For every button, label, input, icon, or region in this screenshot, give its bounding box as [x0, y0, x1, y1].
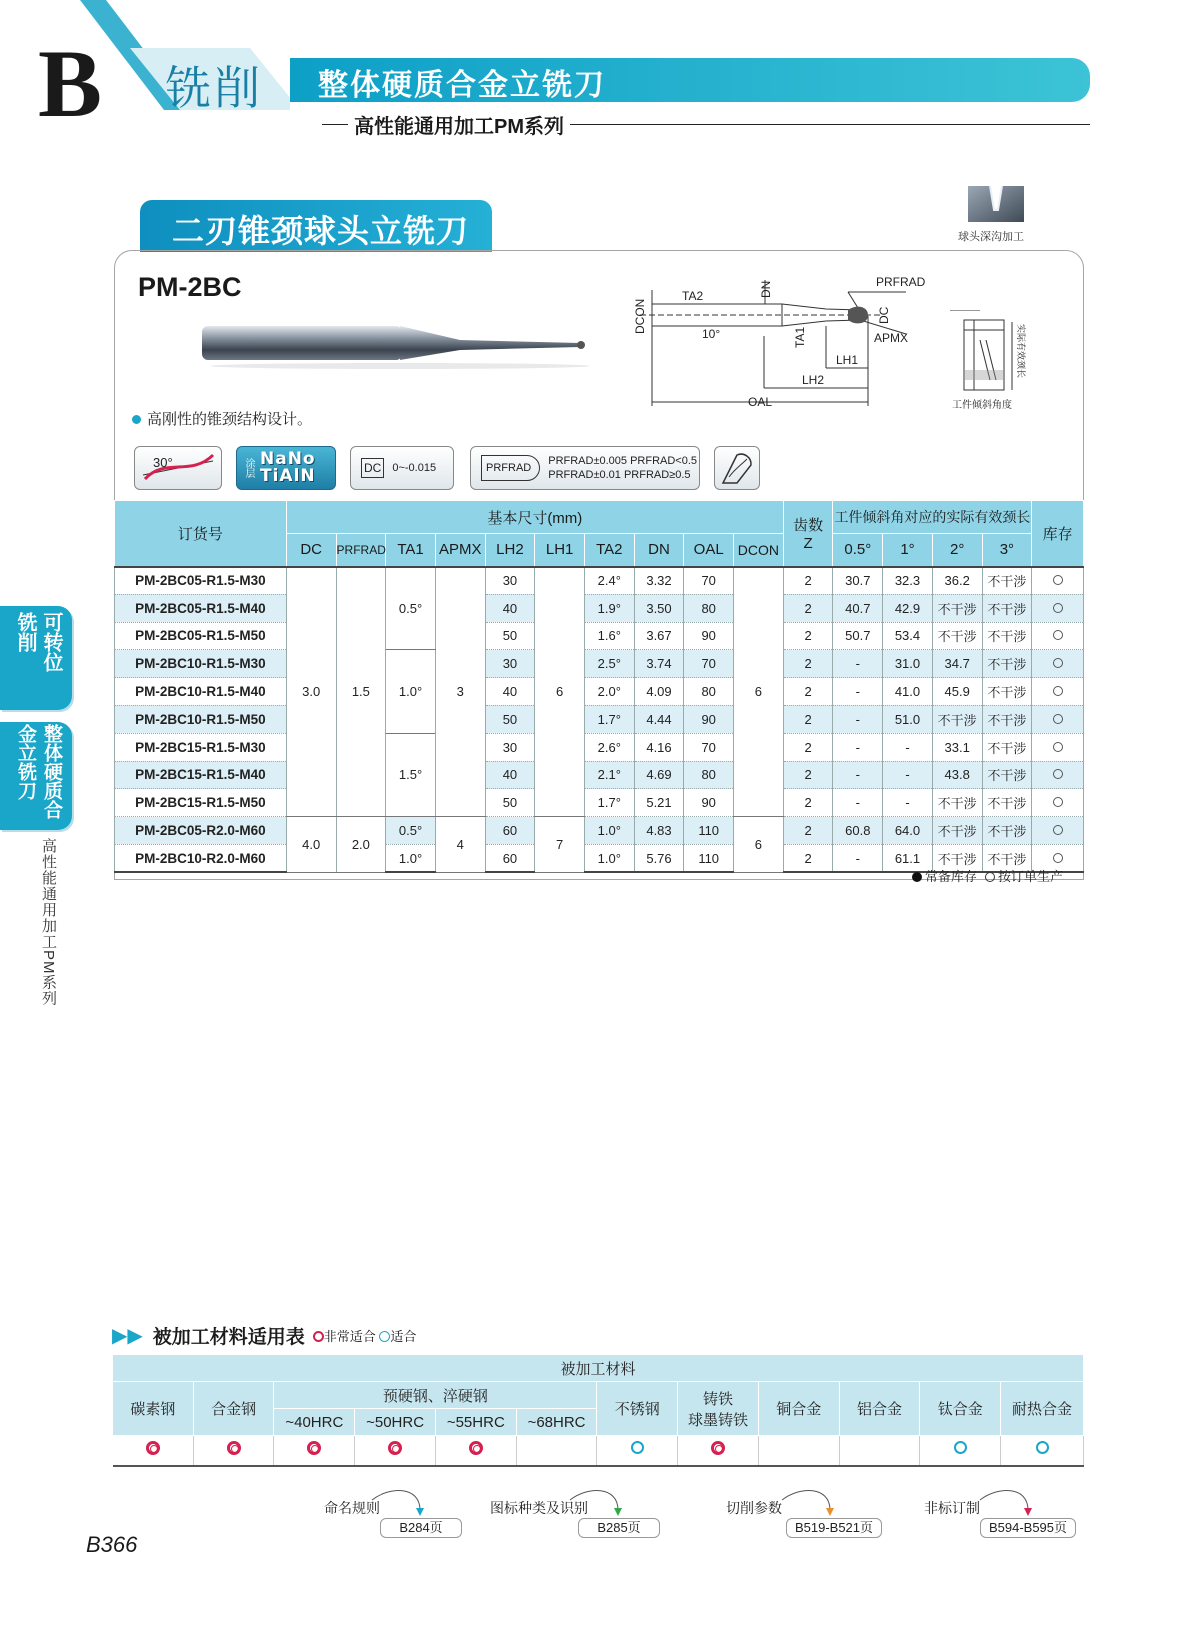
side-tab-solid-carbide-endmill[interactable] [0, 722, 72, 830]
schema-label-dcon: DCON [633, 298, 647, 334]
legend-very-label: 非常适合 [323, 1329, 376, 1344]
cell-neck-05: - [833, 761, 883, 789]
cell-neck-05: - [833, 844, 883, 872]
order-code: PM-2BC05-R2.0-M60 [115, 817, 287, 845]
cell-oal: 110 [684, 844, 734, 872]
schema-label-ta1: TA1 [793, 326, 807, 348]
made-to-order-icon [1053, 575, 1063, 585]
cell-dn: 4.16 [634, 733, 684, 761]
cell-neck-3: 不干涉 [982, 622, 1032, 650]
cell-z: 2 [783, 567, 833, 595]
cell-neck-2: 43.8 [932, 761, 982, 789]
stock-open-icon [985, 872, 995, 882]
ref-custom-page-link[interactable]: B594-B595页 [980, 1518, 1076, 1538]
cell-ta2: 2.6° [584, 733, 634, 761]
table-row [115, 733, 1084, 761]
col-lh2: LH2 [485, 534, 535, 567]
order-code: PM-2BC15-R1.5-M40 [115, 761, 287, 789]
cell-stock [1032, 789, 1084, 817]
cell-neck-2: 33.1 [932, 733, 982, 761]
model-number: PM-2BC [138, 272, 242, 302]
cell-ta2: 1.0° [584, 817, 634, 845]
cell-neck-3: 不干涉 [982, 705, 1032, 733]
suitable-icon [954, 1441, 967, 1454]
col-ta1: TA1 [386, 534, 436, 567]
cell-dn: 3.74 [634, 650, 684, 678]
cell-neck-05: - [833, 705, 883, 733]
col-prfrad: PRFRAD [336, 534, 386, 567]
helix-angle-text: 30° [153, 455, 173, 470]
mat-hrc40: ~40HRC [274, 1409, 355, 1436]
stock-filled-icon [912, 872, 922, 882]
cell-apmx: 3 [435, 567, 485, 817]
material-title: 被加工材料适用表 [152, 1327, 305, 1348]
cell-dcon: 6 [734, 817, 784, 873]
table-row [115, 761, 1084, 789]
mat-heat-resistant: 耐热合金 [1001, 1382, 1084, 1436]
material-rating-cell [1001, 1436, 1084, 1466]
ref-icons-page-link[interactable]: B285页 [578, 1518, 660, 1538]
cell-ta1: 0.5° [386, 817, 436, 845]
made-to-order-icon [1053, 714, 1063, 724]
section-letter: B [38, 30, 103, 137]
cell-neck-2: 不干涉 [932, 705, 982, 733]
cell-oal: 80 [684, 678, 734, 706]
material-rating-cell [678, 1436, 759, 1466]
suitable-icon [631, 1441, 644, 1454]
page-subtitle: 高性能通用加工PM系列 [348, 110, 570, 139]
col-dc: DC [286, 534, 336, 567]
material-rating-cell [839, 1436, 920, 1466]
cell-ta2: 2.5° [584, 650, 634, 678]
col-ta2: TA2 [584, 534, 634, 567]
material-group-header: 被加工材料 [113, 1355, 1084, 1382]
side-tab-label: 金立铣刀 [15, 724, 36, 800]
coating-line1: NaNo [260, 449, 316, 469]
schema-label-ten-degree: 10° [702, 327, 721, 341]
schema-label-lh2: LH2 [802, 373, 825, 387]
cell-z: 2 [783, 789, 833, 817]
cell-dn: 5.21 [634, 789, 684, 817]
cell-dc: 3.0 [286, 567, 336, 817]
page-title: 整体硬质合金立铣刀 [318, 69, 606, 102]
col-stock: 库存 [1032, 501, 1084, 567]
suitable-icon [379, 1331, 390, 1342]
dc-tolerance-badge [350, 446, 454, 490]
ref-naming-label: 命名规则 [324, 1500, 380, 1516]
cell-neck-05: 40.7 [833, 594, 883, 622]
cell-neck-2: 不干涉 [932, 817, 982, 845]
cell-dcon: 6 [734, 567, 784, 817]
coating-tiny-label: 涂层 [243, 458, 254, 478]
cell-neck-3: 不干涉 [982, 594, 1032, 622]
cell-ta2: 1.6° [584, 622, 634, 650]
col-teeth-label: 齿数 [793, 517, 824, 535]
mat-hrc50: ~50HRC [355, 1409, 436, 1436]
suitable-icon [1036, 1441, 1049, 1454]
cell-dn: 4.09 [634, 678, 684, 706]
cell-neck-1: 41.0 [883, 678, 933, 706]
ball-nose-badge [714, 446, 760, 490]
cell-neck-2: 不干涉 [932, 844, 982, 872]
col-dn: DN [634, 534, 684, 567]
cell-neck-2: 不干涉 [932, 622, 982, 650]
cell-oal: 70 [684, 733, 734, 761]
mat-carbon-steel: 碳素钢 [113, 1382, 194, 1436]
mat-cast-line1: 铸铁 [703, 1390, 734, 1408]
cell-z: 2 [783, 817, 833, 845]
cell-stock [1032, 733, 1084, 761]
col-effective-neck: 工件倾斜角对应的实际有效颈长 [833, 501, 1032, 534]
coating-badge [236, 446, 336, 490]
category-title: 铣削 [165, 62, 263, 114]
cell-z: 2 [783, 705, 833, 733]
side-tab-label: 铣削 [14, 612, 36, 652]
cell-z: 2 [783, 650, 833, 678]
cell-neck-1: 31.0 [883, 650, 933, 678]
made-to-order-icon [1053, 742, 1063, 752]
cell-lh2: 60 [485, 817, 535, 845]
ref-custom-label: 非标订制 [924, 1500, 980, 1516]
cell-stock [1032, 594, 1084, 622]
very-suitable-icon [227, 1441, 241, 1455]
very-suitable-icon [469, 1441, 483, 1455]
order-code: PM-2BC10-R2.0-M60 [115, 844, 287, 872]
very-suitable-icon [146, 1441, 160, 1455]
cell-oal: 90 [684, 622, 734, 650]
side-tab-label: 可转位 [40, 612, 62, 672]
table-row [115, 622, 1084, 650]
ball-nose-icon [715, 447, 759, 489]
mat-alloy-steel: 合金钢 [193, 1382, 274, 1436]
stock-legend [912, 866, 1063, 885]
cell-stock [1032, 678, 1084, 706]
cell-oal: 70 [684, 650, 734, 678]
material-rating-cell [355, 1436, 436, 1466]
bullet-icon [132, 415, 141, 424]
cell-neck-2: 不干涉 [932, 789, 982, 817]
order-code: PM-2BC15-R1.5-M50 [115, 789, 287, 817]
prfrad-icon: PRFRAD [481, 455, 540, 481]
col-angle-1: 1° [883, 534, 933, 567]
cell-dn: 3.32 [634, 567, 684, 595]
order-code: PM-2BC05-R1.5-M40 [115, 594, 287, 622]
material-table [112, 1354, 1084, 1467]
feature-label: 高刚性的锥颈结构设计。 [147, 411, 313, 428]
order-code: PM-2BC05-R1.5-M50 [115, 622, 287, 650]
col-teeth-z: Z [803, 535, 813, 553]
arc-arrow-icon [978, 1486, 1038, 1520]
very-suitable-icon [313, 1331, 324, 1342]
cell-stock [1032, 761, 1084, 789]
cell-lh2: 40 [485, 761, 535, 789]
cell-neck-3: 不干涉 [982, 817, 1032, 845]
cell-prfrad: 1.5 [336, 567, 386, 817]
table-row [115, 678, 1084, 706]
page-number: B366 [86, 1532, 138, 1557]
made-to-order-icon [1053, 686, 1063, 696]
schema-label-dc: DC [877, 306, 891, 324]
cell-neck-1: 51.0 [883, 705, 933, 733]
cell-neck-05: - [833, 733, 883, 761]
side-tab-label: 整体硬质合 [41, 724, 62, 819]
spec-table [114, 500, 1084, 873]
table-row [115, 789, 1084, 817]
mat-copper: 铜合金 [758, 1382, 839, 1436]
double-arrow-icon: ▶▶ [112, 1325, 143, 1347]
col-angle-05: 0.5° [833, 534, 883, 567]
made-to-order-icon [1053, 825, 1063, 835]
cell-stock [1032, 817, 1084, 845]
made-to-order-icon [1053, 658, 1063, 668]
dimension-schematic [630, 276, 930, 426]
cell-ta2: 1.7° [584, 705, 634, 733]
table-row [115, 705, 1084, 733]
cell-neck-3: 不干涉 [982, 789, 1032, 817]
cell-neck-1: 64.0 [883, 817, 933, 845]
cell-neck-2: 34.7 [932, 650, 982, 678]
cell-neck-3: 不干涉 [982, 650, 1032, 678]
cell-neck-05: 30.7 [833, 567, 883, 595]
cell-neck-1: - [883, 789, 933, 817]
order-code: PM-2BC10-R1.5-M40 [115, 678, 287, 706]
cell-lh2: 30 [485, 733, 535, 761]
col-oal: OAL [684, 534, 734, 567]
cell-apmx: 4 [435, 817, 485, 873]
material-rating-cell [758, 1436, 839, 1466]
legend-ok-label: 适合 [390, 1329, 417, 1344]
cell-neck-05: - [833, 678, 883, 706]
made-to-order-icon [1053, 603, 1063, 613]
tilt-angle-schematic [950, 310, 1060, 430]
dc-tolerance-text: 0~-0.015 [392, 462, 437, 474]
table-row [115, 817, 1084, 845]
mat-aluminum: 铝合金 [839, 1382, 920, 1436]
made-to-order-icon [1053, 630, 1063, 640]
cell-oal: 80 [684, 594, 734, 622]
cell-z: 2 [783, 761, 833, 789]
schema-label-dn: DN [759, 280, 773, 298]
cell-lh2: 30 [485, 567, 535, 595]
col-dcon: DCON [734, 534, 784, 567]
cell-ta2: 2.0° [584, 678, 634, 706]
mat-hrc68: ~68HRC [516, 1409, 597, 1436]
cell-lh1: 6 [535, 567, 585, 817]
col-teeth [783, 501, 833, 567]
cell-dn: 4.83 [634, 817, 684, 845]
schema-label-oal: OAL [748, 395, 773, 409]
table-row [115, 650, 1084, 678]
cell-neck-3: 不干涉 [982, 678, 1032, 706]
side-series-label: 高性能通用加工PM系列 [40, 838, 57, 1007]
cell-dn: 3.50 [634, 594, 684, 622]
ref-icons-label: 图标种类及识别 [490, 1500, 588, 1516]
cell-prfrad: 2.0 [336, 817, 386, 873]
order-code: PM-2BC10-R1.5-M30 [115, 650, 287, 678]
cell-oal: 90 [684, 789, 734, 817]
material-rating-cell [435, 1436, 516, 1466]
cell-dn: 4.44 [634, 705, 684, 733]
cell-stock [1032, 650, 1084, 678]
arc-arrow-icon [780, 1486, 840, 1520]
cell-ta1: 0.5° [386, 567, 436, 650]
cell-neck-3: 不干涉 [982, 761, 1032, 789]
cell-ta2: 1.0° [584, 844, 634, 872]
cell-stock [1032, 567, 1084, 595]
cell-neck-2: 36.2 [932, 567, 982, 595]
cell-stock [1032, 622, 1084, 650]
cell-ta1: 1.0° [386, 650, 436, 733]
cell-neck-2: 不干涉 [932, 594, 982, 622]
col-lh1: LH1 [535, 534, 585, 567]
cell-neck-1: - [883, 733, 933, 761]
cell-z: 2 [783, 733, 833, 761]
cell-lh2: 50 [485, 705, 535, 733]
schema-label-neck: 实际有效颈长 [1016, 324, 1026, 379]
material-rating-cell [113, 1436, 194, 1466]
cell-neck-2: 45.9 [932, 678, 982, 706]
section-title: 二刃锥颈球头立铣刀 [172, 213, 470, 249]
side-tab-indexable-milling[interactable] [0, 606, 72, 710]
cell-dn: 5.76 [634, 844, 684, 872]
cell-oal: 90 [684, 705, 734, 733]
order-code: PM-2BC05-R1.5-M30 [115, 567, 287, 595]
cell-lh2: 50 [485, 789, 535, 817]
mat-stainless: 不锈钢 [597, 1382, 678, 1436]
cell-lh2: 50 [485, 622, 535, 650]
tool-image [200, 322, 600, 372]
cell-neck-05: - [833, 789, 883, 817]
cell-ta2: 1.9° [584, 594, 634, 622]
material-heading [112, 1322, 416, 1349]
cell-oal: 110 [684, 817, 734, 845]
cell-lh2: 60 [485, 844, 535, 872]
legend-order-label: 按订单生产 [998, 869, 1064, 884]
cell-neck-3: 不干涉 [982, 567, 1032, 595]
cell-ta2: 2.1° [584, 761, 634, 789]
prfrad-tolerance-line2: PRFRAD±0.01 PRFRAD≥0.5 [548, 469, 691, 481]
application-caption: 球头深沟加工 [958, 231, 1024, 243]
mat-cast-iron [678, 1382, 759, 1436]
cell-neck-05: 60.8 [833, 817, 883, 845]
order-code: PM-2BC15-R1.5-M30 [115, 733, 287, 761]
cell-neck-05: 50.7 [833, 622, 883, 650]
cell-oal: 70 [684, 567, 734, 595]
table-row [115, 594, 1084, 622]
made-to-order-icon [1053, 797, 1063, 807]
helix-icon [135, 447, 221, 489]
feature-text [132, 408, 312, 429]
made-to-order-icon [1053, 769, 1063, 779]
cell-neck-1: 42.9 [883, 594, 933, 622]
material-rating-cell [193, 1436, 274, 1466]
cell-dn: 4.69 [634, 761, 684, 789]
cell-lh2: 30 [485, 650, 535, 678]
schema-label-apmx: APMX [874, 331, 909, 345]
col-apmx: APMX [435, 534, 485, 567]
cell-z: 2 [783, 622, 833, 650]
cell-dc: 4.0 [286, 817, 336, 873]
mat-titanium: 钛合金 [920, 1382, 1001, 1436]
schema-label-tilt: 工件倾斜角度 [952, 400, 1012, 411]
schema-label-prfrad: PRFRAD [876, 276, 926, 289]
cell-dn: 3.67 [634, 622, 684, 650]
order-code: PM-2BC10-R1.5-M50 [115, 705, 287, 733]
cell-ta2: 1.7° [584, 789, 634, 817]
material-rating-cell [920, 1436, 1001, 1466]
cell-neck-1: 53.4 [883, 622, 933, 650]
material-rating-cell [516, 1436, 597, 1466]
mat-hrc55: ~55HRC [435, 1409, 516, 1436]
cell-neck-1: - [883, 761, 933, 789]
ref-cutting-page-link[interactable]: B519-B521页 [786, 1518, 882, 1538]
cell-ta2: 2.4° [584, 567, 634, 595]
col-order-no: 订货号 [115, 501, 287, 567]
cell-oal: 80 [684, 761, 734, 789]
dc-icon: DC [361, 458, 384, 478]
coating-line2: TiAlN [260, 466, 316, 486]
material-rating-cell [274, 1436, 355, 1466]
very-suitable-icon [388, 1441, 402, 1455]
cell-stock [1032, 705, 1084, 733]
cell-ta1: 1.0° [386, 844, 436, 872]
col-basic-dims: 基本尺寸(mm) [286, 501, 783, 534]
cell-neck-3: 不干涉 [982, 733, 1032, 761]
schema-label-ta2: TA2 [682, 289, 704, 303]
helix-angle-badge [134, 446, 222, 490]
legend-stock-label: 常备库存 [925, 869, 978, 884]
cell-z: 2 [783, 844, 833, 872]
material-rating-row [113, 1436, 1084, 1466]
ref-cutting-label: 切削参数 [726, 1500, 782, 1516]
prfrad-tolerance-badge [470, 446, 700, 490]
cell-z: 2 [783, 678, 833, 706]
cell-neck-1: 61.1 [883, 844, 933, 872]
material-rating-cell [597, 1436, 678, 1466]
cell-neck-1: 32.3 [883, 567, 933, 595]
very-suitable-icon [711, 1441, 725, 1455]
mat-cast-line2: 球墨铸铁 [688, 1411, 749, 1429]
col-angle-3: 3° [982, 534, 1032, 567]
cell-lh2: 40 [485, 594, 535, 622]
very-suitable-icon [307, 1441, 321, 1455]
prfrad-tolerance-line1: PRFRAD±0.005 PRFRAD<0.5 [548, 455, 698, 467]
col-angle-2: 2° [932, 534, 982, 567]
schema-label-lh1: LH1 [836, 353, 859, 367]
cell-neck-05: - [833, 650, 883, 678]
ref-naming-page-link[interactable]: B284页 [380, 1518, 462, 1538]
mat-hardened-steel: 预硬钢、淬硬钢 [274, 1382, 597, 1409]
table-row [115, 567, 1084, 595]
cell-lh2: 40 [485, 678, 535, 706]
cell-lh1: 7 [535, 817, 585, 873]
cell-ta1: 1.5° [386, 733, 436, 816]
cell-z: 2 [783, 594, 833, 622]
deep-groove-ball-icon [966, 180, 1026, 224]
cell-neck-3: 不干涉 [982, 844, 1032, 872]
made-to-order-icon [1053, 853, 1063, 863]
material-legend [313, 1326, 417, 1345]
